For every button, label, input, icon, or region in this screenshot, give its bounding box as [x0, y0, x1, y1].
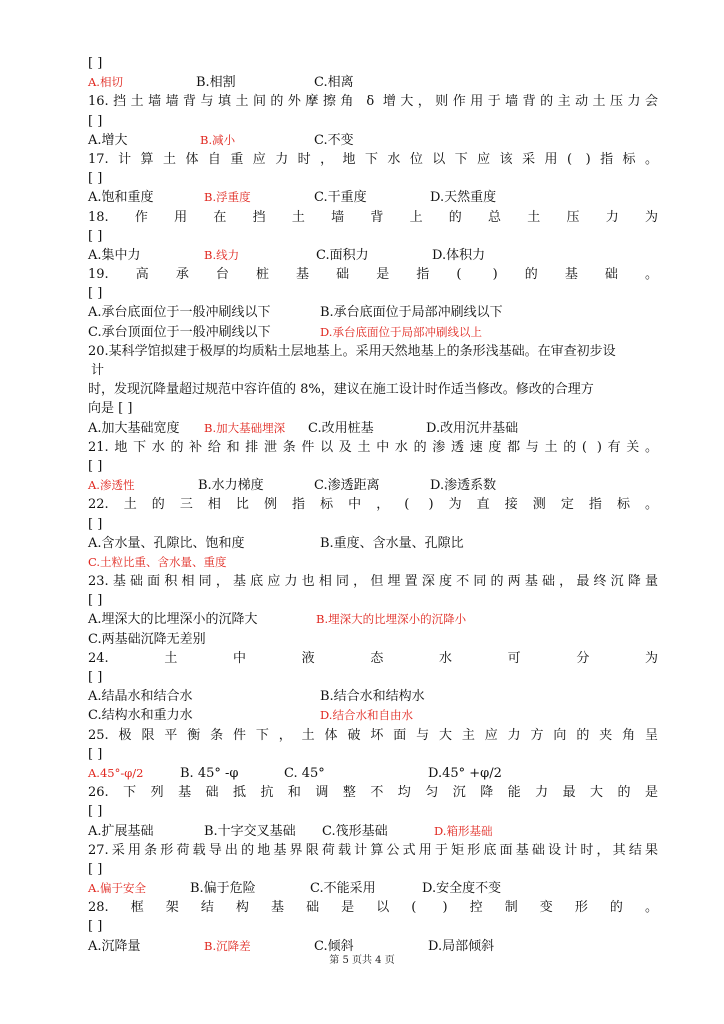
option-d-answer: D.结合水和自由水 [320, 708, 413, 723]
question-19-stem: 19.高承台桩基础是指( )的基础。 [88, 267, 658, 283]
option-a-answer: A.渗透性 [88, 478, 135, 493]
option-d-answer: D.承台底面位于局部冲刷线以上 [320, 324, 482, 339]
option-c: C.倾斜 [314, 938, 354, 954]
option-d: D.体积力 [432, 247, 486, 263]
option-c: C.干重度 [314, 190, 367, 206]
question-16-stem: 16.挡土墙墙背与填土间的外摩擦角 δ 增大，则作用于墙背的主动土压力会 [88, 94, 658, 110]
page-footer: 第 5 页共 4 页 [329, 955, 395, 966]
option-b: B.偏于危险 [190, 881, 256, 897]
option-a: A.结晶水和结合水 [88, 689, 193, 705]
question-20-stem: 向是 [ ] [88, 401, 133, 417]
option-c: C.承台顶面位于一般冲刷线以下 [88, 324, 271, 340]
option-d-answer: D.箱形基础 [434, 823, 493, 838]
options-row [88, 553, 658, 572]
question-27-stem: 27.采用条形荷载导出的地基界限荷载计算公式用于矩形底面基础设计时，其结果 [88, 842, 658, 858]
answer-blank: [ ] [88, 458, 103, 474]
option-a-answer: A.相切 [88, 75, 123, 90]
option-a: A.扩展基础 [88, 823, 154, 839]
answer-blank: [ ] [88, 516, 103, 532]
options-row [88, 687, 658, 706]
answer-blank: [ ] [88, 56, 103, 71]
question-20-stem: 20.某科学馆拟建于极厚的均质粘土层地基上。采用天然地基上的条形浅基础。在审查初步设 [88, 343, 616, 359]
option-d: D.局部倾斜 [428, 938, 495, 954]
question-26-stem: 26.下列基础抵抗和调整不均匀沉降能力最大的是 [88, 785, 658, 801]
option-b-answer: B.减小 [200, 132, 236, 147]
options-row [88, 246, 658, 265]
answer-blank: [ ] [88, 171, 103, 187]
option-b-answer: B.埋深大的比埋深小的沉降小 [316, 612, 467, 627]
option-b: B.水力梯度 [198, 478, 264, 494]
options-row [88, 303, 658, 322]
question-21-stem: 21.地下水的补给和排泄条件以及土中水的渗透速度都与土的( )有关。 [88, 439, 658, 455]
options-row [88, 131, 658, 150]
option-b: B.结合水和结构水 [320, 689, 425, 705]
option-c: C.相离 [314, 75, 354, 91]
option-c: C.改用桩基 [308, 420, 374, 436]
option-c: C.渗透距离 [314, 478, 380, 494]
options-row [88, 534, 658, 553]
option-b-answer: B.加大基础埋深 [204, 420, 286, 435]
option-b: B.相割 [196, 75, 236, 91]
option-b: B. 45° -φ [180, 765, 239, 781]
question-20-stem: 计 [91, 363, 105, 378]
question-23-stem: 23.基础面积相同，基底应力也相同，但埋置深度不同的两基础，最终沉降量 [88, 574, 658, 590]
option-c: C. 45° [284, 765, 325, 781]
options-row [88, 630, 658, 649]
question-20-stem: 时，发现沉降量超过规范中容许值的 8%，建议在施工设计时作适当修改。修改的合理方 [88, 382, 594, 398]
question-18-stem: 18.作用在挡土墙背上的总土压力为 [88, 209, 658, 225]
options-row [88, 610, 658, 629]
options-row [88, 188, 658, 207]
exam-page [88, 54, 658, 956]
options-row [88, 879, 658, 898]
option-b: B.重度、含水量、孔隙比 [320, 535, 464, 551]
option-d: D.渗透系数 [430, 478, 497, 494]
options-row [88, 764, 658, 783]
option-b: B.十字交叉基础 [204, 823, 296, 839]
option-c: C.面积力 [316, 247, 369, 263]
option-b: B.承台底面位于局部冲刷线以下 [320, 305, 503, 321]
question-17-stem: 17.计算土体自重应力时，地下水位以下应该采用( )指标。 [88, 151, 658, 167]
answer-blank: [ ] [88, 670, 103, 685]
option-a: A.含水量、孔隙比、饱和度 [88, 535, 245, 551]
option-c: C.不变 [314, 132, 354, 148]
answer-blank: [ ] [88, 228, 103, 244]
option-a-answer: A.45°-φ/2 [88, 765, 144, 780]
answer-blank: [ ] [88, 861, 103, 877]
option-c: C.两基础沉降无差别 [88, 631, 206, 647]
question-24-stem: 24.土中液态水可分为 [88, 650, 658, 666]
option-b-answer: B.浮重度 [204, 190, 251, 205]
answer-blank: [ ] [88, 746, 103, 762]
option-c-answer: C.土粒比重、含水量、重度 [88, 554, 227, 569]
option-c: C.筏形基础 [322, 823, 388, 839]
answer-blank: [ ] [88, 919, 103, 935]
answer-blank: [ ] [88, 593, 103, 609]
options-row [88, 822, 658, 841]
option-a: A.埋深大的比埋深小的沉降大 [88, 612, 258, 628]
option-d: D.安全度不变 [422, 881, 502, 897]
option-a: A.沉降量 [88, 938, 141, 954]
question-22-stem: 22.土的三相比例指标中，( )为直接测定指标。 [88, 497, 658, 513]
option-a: A.增大 [88, 132, 128, 148]
options-row [88, 706, 658, 725]
answer-blank: [ ] [88, 286, 103, 302]
option-b-answer: B.沉降差 [204, 938, 251, 953]
question-25-stem: 25.极限平衡条件下，土体破坏面与大主应力方向的夹角呈 [88, 727, 658, 743]
option-d: D.改用沉井基础 [426, 420, 519, 436]
answer-blank: [ ] [88, 113, 103, 129]
options-row [88, 73, 658, 92]
option-a: A.承台底面位于一般冲刷线以下 [88, 305, 271, 321]
option-d: D.45° +φ/2 [428, 765, 502, 781]
option-d: D.天然重度 [430, 190, 497, 206]
answer-blank: [ ] [88, 804, 103, 820]
option-c: C.结构水和重力水 [88, 708, 193, 724]
option-a: A.集中力 [88, 247, 141, 263]
option-c: C.不能采用 [310, 881, 376, 897]
options-row [88, 476, 658, 495]
option-a: A.饱和重度 [88, 190, 154, 206]
options-row [88, 419, 658, 438]
option-a-answer: A.偏于安全 [88, 881, 146, 896]
option-a: A.加大基础宽度 [88, 420, 180, 436]
option-b-answer: B.线力 [204, 247, 240, 262]
question-28-stem: 28.框架结构基础是以( )控制变形的。 [88, 900, 658, 916]
options-row [88, 323, 658, 342]
